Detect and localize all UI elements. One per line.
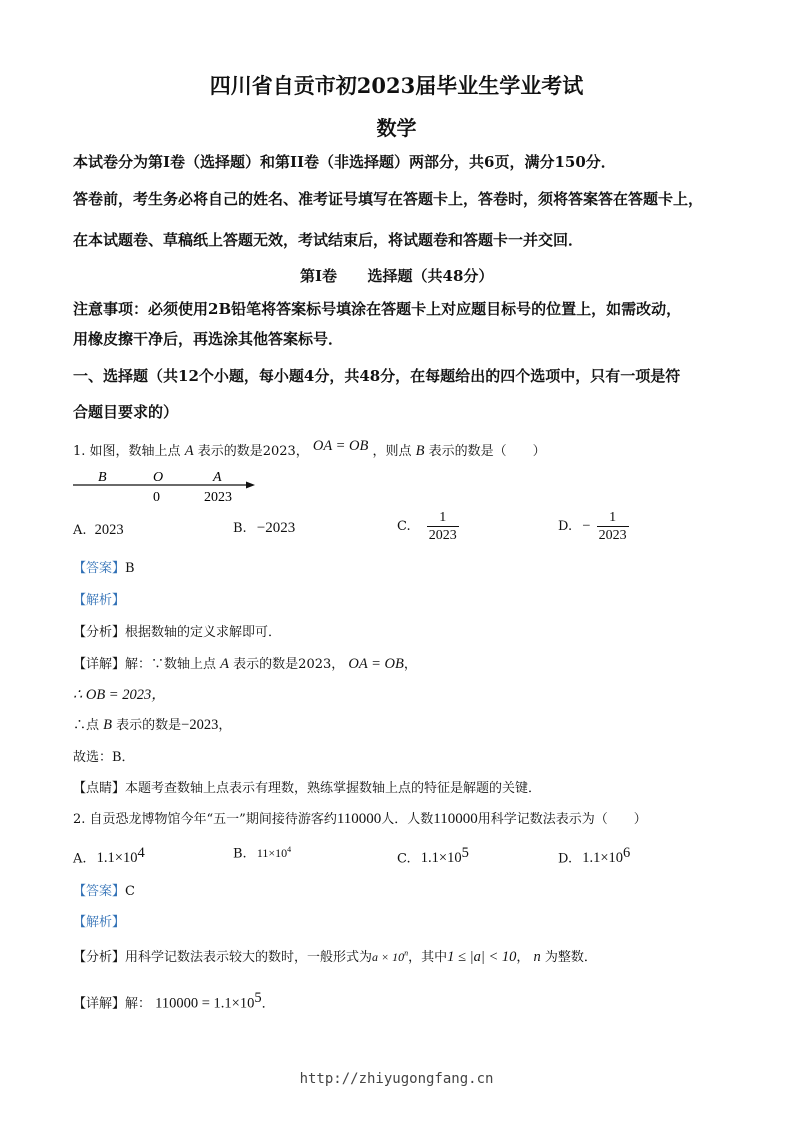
q2-option-a-exponent: 4 bbox=[137, 845, 145, 861]
q2-fenxi-text-b: ，其中 bbox=[408, 950, 448, 965]
q2-answer-value: C bbox=[125, 884, 135, 899]
number-line-arrow bbox=[246, 482, 255, 489]
q1-option-d-denominator: 2023 bbox=[598, 528, 627, 543]
q1-option-d-fraction bbox=[597, 510, 629, 543]
q2-stem-text-c: 用科学记数法表示为（ ） bbox=[477, 812, 647, 827]
q2-option-d bbox=[558, 845, 630, 867]
q2-option-b-label: B. bbox=[233, 846, 247, 862]
q1-option-d-sign: − bbox=[582, 518, 591, 534]
number-line-label-b: B bbox=[98, 470, 107, 485]
q1-xiangjie bbox=[73, 653, 417, 673]
q1-dianjing-text: 本题考查数轴上点表示有理数，熟练掌握数轴上点的特征是解题的关键． bbox=[125, 781, 542, 796]
q2-option-c bbox=[397, 845, 469, 867]
q2-fenxi bbox=[73, 946, 597, 966]
q1-fenxi bbox=[73, 621, 281, 640]
q1-stem bbox=[73, 440, 546, 460]
exam-title: 四川省自贡市初2023届毕业生学业考试 bbox=[209, 73, 584, 98]
notice-line-2: 用橡皮擦干净后，再选涂其他答案标号． bbox=[73, 330, 344, 348]
q1-xiangjie-text-b: 表示的数是2023， bbox=[233, 657, 345, 672]
q1-answer-value: B bbox=[125, 561, 135, 576]
q2-answer-tag: 【答案】 bbox=[73, 884, 126, 899]
q1-analysis-tag: 【解析】 bbox=[73, 593, 126, 608]
q2-stem-text-b: 人．人数 bbox=[381, 812, 434, 827]
q2-option-d-base: 1.1×10 bbox=[582, 850, 624, 867]
q2-option-d-label: D. bbox=[558, 851, 573, 867]
q2-option-b-exponent: 4 bbox=[287, 845, 292, 854]
q1-xiangjie-text-c: ， bbox=[403, 657, 417, 672]
q1-step-2 bbox=[73, 714, 231, 734]
q1-dianjing-tag: 【点睛】 bbox=[73, 781, 126, 796]
q2-option-a bbox=[73, 845, 145, 867]
exam-subject: 数学 bbox=[376, 116, 417, 140]
q1-option-c-fraction bbox=[427, 510, 459, 543]
q1-option-a-label: A. bbox=[73, 523, 87, 538]
q1-xiangjie-var: A bbox=[220, 656, 230, 672]
section-heading-line-1: 一、选择题（共12个小题，每小题4分，共48分，在每题给出的四个选项中，只有一项是符 bbox=[73, 367, 681, 385]
q1-option-b-label: B. bbox=[233, 521, 247, 536]
q1-step-2-text-c: ， bbox=[218, 718, 232, 733]
q1-dianjing bbox=[73, 777, 541, 796]
number-line-tick-a: 2023 bbox=[204, 490, 232, 505]
q1-step-2-text-b: 表示的数是 bbox=[116, 718, 182, 733]
q2-xiangjie-exponent: 5 bbox=[254, 990, 262, 1006]
q2-fenxi-tag: 【分析】 bbox=[73, 950, 126, 965]
q2-fenxi-condition: 1 ≤ |a| < 10 bbox=[447, 949, 517, 965]
q1-option-c-numerator: 1 bbox=[427, 510, 459, 527]
q2-xiangjie-text-b: ． bbox=[261, 996, 275, 1012]
q1-option-c-label: C. bbox=[397, 519, 411, 534]
number-line-figure bbox=[70, 466, 260, 506]
q2-option-a-base: 1.1×10 bbox=[96, 850, 138, 867]
q1-option-c bbox=[397, 510, 459, 543]
q2-xiangjie-equation: 110000 = 1.1×10 bbox=[155, 995, 255, 1012]
q1-option-c-denominator: 2023 bbox=[428, 528, 457, 543]
q2-option-c-label: C. bbox=[397, 851, 411, 867]
part1-heading bbox=[300, 265, 493, 286]
q1-step-2-text-a: ∴点 bbox=[73, 718, 100, 733]
q2-option-a-label: A. bbox=[73, 851, 87, 867]
q1-stem-text-c: ，则点 bbox=[372, 444, 412, 459]
q2-option-b-base: 11×10 bbox=[256, 846, 288, 861]
q1-option-d bbox=[558, 510, 629, 543]
q2-xiangjie-tag: 【详解】 bbox=[73, 996, 126, 1012]
instruction-line-3: 在本试题卷、草稿纸上答题无效，考试结束后，将试题卷和答题卡一并交回． bbox=[73, 231, 584, 249]
q1-fenxi-text: 根据数轴的定义求解即可． bbox=[125, 625, 282, 640]
q2-analysis-tag: 【解析】 bbox=[73, 915, 126, 930]
q1-option-a bbox=[73, 522, 124, 539]
q2-xiangjie-text-a: 解： bbox=[125, 996, 152, 1012]
notice-line-1: 注意事项：必须使用2B铅笔将答案标号填涂在答题卡上对应题目标号的位置上，如需改动， bbox=[73, 300, 682, 318]
q2-answer bbox=[73, 880, 135, 899]
q1-option-b bbox=[233, 520, 295, 537]
q2-stem-number: 110000 bbox=[336, 811, 382, 827]
q1-step-1: ∴ OB = 2023， bbox=[73, 687, 166, 703]
q1-choice: 故选：B． bbox=[73, 750, 135, 765]
part1-heading-a: 第I卷 bbox=[300, 267, 338, 285]
footer-url: http://zhiyugongfang.cn bbox=[299, 1071, 494, 1087]
q2-fenxi-var: n bbox=[533, 949, 541, 965]
q2-option-c-exponent: 5 bbox=[461, 845, 469, 861]
number-line-label-o: O bbox=[153, 470, 164, 485]
q1-step-2-value: −2023 bbox=[181, 717, 219, 733]
q1-xiangjie-equation: OA = OB bbox=[348, 656, 404, 672]
q1-stem-equation: OA = OB bbox=[312, 438, 369, 454]
q2-stem-text-a: 2. 自贡恐龙博物馆今年“五一”期间接待游客约 bbox=[73, 812, 337, 827]
q1-xiangjie-tag: 【详解】 bbox=[73, 657, 126, 672]
part1-heading-b: 选择题（共48分） bbox=[367, 267, 494, 285]
q1-stem-var-b: B bbox=[415, 443, 425, 459]
number-line-label-a: A bbox=[213, 470, 222, 485]
q1-answer bbox=[73, 557, 135, 576]
q2-xiangjie bbox=[73, 990, 275, 1012]
q2-fenxi-form-exponent: n bbox=[404, 948, 409, 958]
q2-fenxi-text-a: 用科学记数法表示较大的数时，一般形式为 bbox=[125, 950, 373, 965]
q1-option-b-value: −2023 bbox=[256, 520, 296, 536]
q1-option-d-label: D. bbox=[558, 519, 573, 534]
section-heading-line-2: 合题目要求的） bbox=[73, 403, 179, 421]
q1-stem-text-a: 1. 如图，数轴上点 bbox=[73, 444, 181, 459]
q2-stem bbox=[73, 808, 647, 828]
q2-fenxi-form: a × 10 bbox=[372, 950, 405, 964]
q2-fenxi-text-c: ， bbox=[516, 950, 530, 965]
q2-option-c-base: 1.1×10 bbox=[420, 850, 462, 867]
number-line-tick-zero: 0 bbox=[153, 490, 160, 505]
q1-step-2-var: B bbox=[103, 717, 113, 733]
q1-answer-tag: 【答案】 bbox=[73, 561, 126, 576]
q1-fenxi-tag: 【分析】 bbox=[73, 625, 126, 640]
instruction-line-1: 本试卷分为第I卷（选择题）和第II卷（非选择题）两部分，共6页，满分150分． bbox=[73, 153, 616, 171]
q1-stem-var-a: A bbox=[184, 443, 194, 459]
instruction-line-2: 答卷前，考生务必将自己的姓名、准考证号填写在答题卡上，答卷时，须将答案答在答题卡上， bbox=[73, 190, 704, 208]
q1-option-d-numerator: 1 bbox=[597, 510, 629, 527]
q1-xiangjie-text-a: 解：∵数轴上点 bbox=[125, 657, 217, 672]
q1-stem-text-b: 表示的数是2023， bbox=[197, 444, 309, 459]
q2-option-d-exponent: 6 bbox=[623, 845, 631, 861]
q2-stem-number-2: 110000 bbox=[433, 811, 478, 827]
q2-fenxi-text-d: 为整数． bbox=[544, 950, 597, 965]
q1-stem-text-d: 表示的数是（ ） bbox=[428, 444, 546, 459]
q2-option-b bbox=[233, 845, 291, 861]
q1-option-a-value: 2023 bbox=[94, 522, 124, 538]
